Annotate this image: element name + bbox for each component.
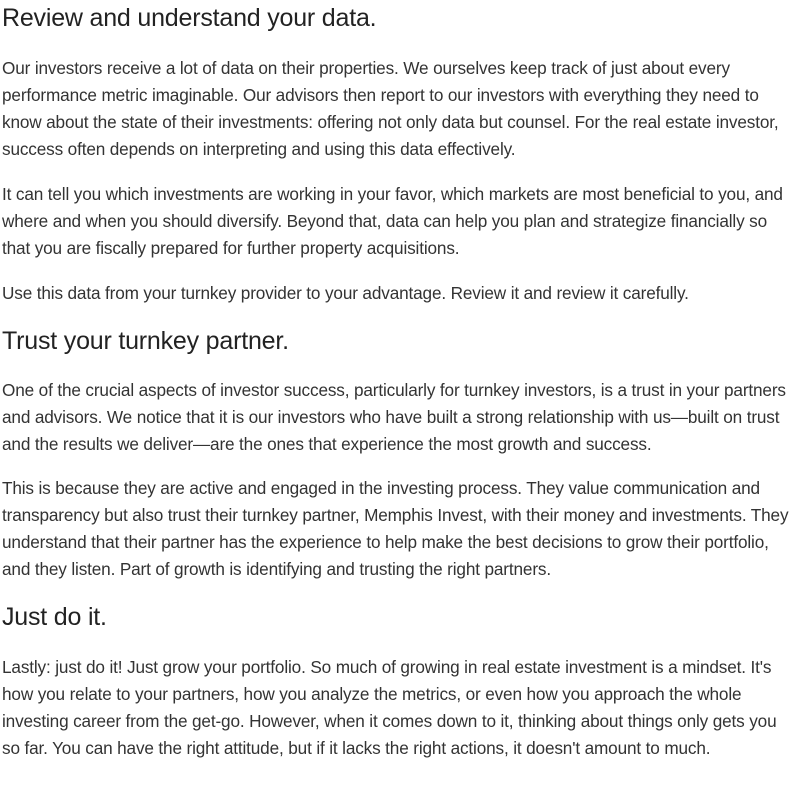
paragraph-trust-intro: One of the crucial aspects of investor success, particularly for turnkey investors, is a trust in your partners and advisors. We notice that it is our investors who have built a strong relationship with us—built on trust and the results we deliver—are the ones that experience the most growth and success. (2, 380, 786, 454)
section-heading-just-do-it: Just do it. (2, 603, 107, 631)
paragraph-just-do-it: Lastly: just do it! Just grow your portfolio. So much of growing in real estate investment is a mindset. It's how you relate to your partners, how you analyze the metrics, or even how you approach the whole investing career from the get-go. However, when it comes down to it, thinking about things only gets you so far. You can have the right attitude, but if it lacks the right actions, it doesn't amount to much. (2, 657, 777, 758)
section-heading-review-data: Review and understand your data. (2, 4, 377, 32)
paragraph-data-benefits: It can tell you which investments are working in your favor, which markets are most beneficial to you, and where and when you should diversify. Beyond that, data can help you plan and strategize financially so that you are fiscally prepared for further property acquisitions. (2, 184, 783, 258)
article-body (0, 2, 796, 762)
section-heading-trust-partner: Trust your turnkey partner. (2, 327, 289, 355)
paragraph-data-intro: Our investors receive a lot of data on their properties. We ourselves keep track of just about every performance metric imaginable. Our advisors then report to our investors with everything they need to know about the state of their investments: offering not only data but counsel. For the real estate investor, success often depends on interpreting and using this data effectively. (2, 58, 779, 159)
paragraph-trust-engagement: This is because they are active and engaged in the investing process. They value communication and transparency but also trust their turnkey partner, Memphis Invest, with their money and investments. They understand that their partner has the experience to help make the best decisions to grow their portfolio, and they listen. Part of growth is identifying and trusting the right partners. (2, 478, 789, 579)
paragraph-data-advice: Use this data from your turnkey provider to your advantage. Review it and review it carefully. (2, 283, 689, 303)
